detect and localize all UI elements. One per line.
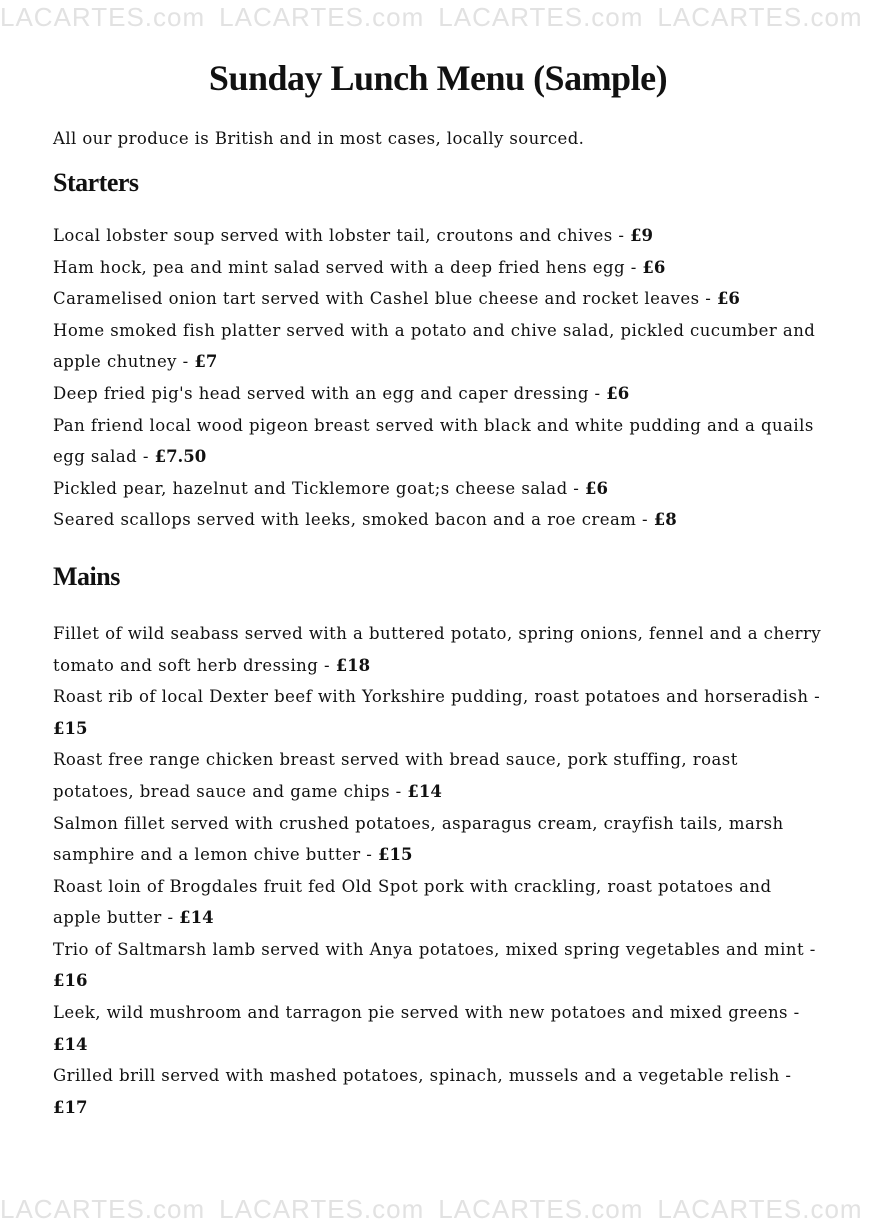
watermark-text: LACARTES.com: [657, 1194, 863, 1224]
menu-item: [53, 681, 823, 744]
mains-list: [53, 618, 823, 1124]
item-description: Leek, wild mushroom and tarragon pie served with new potatoes and mixed greens -: [53, 1003, 800, 1023]
item-price: £6: [585, 478, 608, 498]
watermark-text: LACARTES.com: [0, 1194, 206, 1224]
item-description: Trio of Saltmarsh lamb served with Anya potatoes, mixed spring vegetables and mint -: [53, 939, 816, 959]
menu-page: [53, 52, 823, 1123]
menu-item: [53, 744, 823, 807]
item-price: £7.50: [154, 447, 207, 467]
menu-item: [53, 220, 823, 252]
item-price: £6: [642, 257, 666, 277]
menu-item: [53, 252, 823, 284]
item-description: Pan friend local wood pigeon breast served with black and white pudding and a quails egg salad -: [53, 415, 814, 467]
section-heading-starters: Starters: [53, 168, 139, 197]
item-price: £14: [53, 1034, 88, 1054]
item-description: Caramelised onion tart served with Cashel blue cheese and rocket leaves -: [53, 289, 717, 309]
item-description: Local lobster soup served with lobster tail, croutons and chives -: [53, 226, 631, 245]
item-price: £14: [179, 908, 214, 928]
menu-item: [53, 997, 823, 1060]
item-price: £6: [606, 383, 630, 403]
item-description: Grilled brill served with mashed potatoes, spinach, mussels and a vegetable relish -: [53, 1066, 792, 1086]
item-description: Ham hock, pea and mint salad served with a deep fried hens egg -: [53, 257, 643, 277]
watermark-text: LACARTES.com: [438, 2, 644, 32]
menu-item: [53, 871, 823, 934]
item-price: £15: [378, 845, 413, 865]
item-price: £17: [53, 1097, 88, 1117]
item-price: £7: [194, 352, 218, 372]
watermark-text: LACARTES.com: [219, 1194, 425, 1224]
watermark-text: LACARTES.com: [0, 2, 206, 32]
watermark-text: LACARTES.com: [438, 1194, 644, 1224]
watermark-top: [0, 2, 870, 33]
menu-item: [53, 410, 823, 473]
menu-item: [53, 504, 823, 536]
watermark-text: LACARTES.com: [657, 2, 863, 32]
item-description: Salmon fillet served with crushed potatoes, asparagus cream, crayfish tails, marsh samphire and a lemon chive butter -: [53, 813, 784, 865]
menu-item: [53, 618, 823, 681]
item-price: £9: [630, 226, 654, 245]
item-price: £14: [407, 781, 442, 801]
item-price: £8: [653, 510, 677, 530]
starters-list: [53, 220, 823, 536]
menu-item: [53, 808, 823, 871]
menu-item: [53, 378, 823, 410]
menu-item: [53, 934, 823, 997]
watermark-bottom: [0, 1194, 870, 1225]
item-description: Fillet of wild seabass served with a buttered potato, spring onions, fennel and a cherry tomato and soft herb dressing -: [53, 623, 822, 675]
item-description: Seared scallops served with leeks, smoked bacon and a roe cream -: [53, 510, 654, 530]
item-description: Pickled pear, hazelnut and Ticklemore goat;s cheese salad -: [53, 478, 585, 498]
item-price: £18: [335, 655, 371, 675]
intro-text: All our produce is British and in most cases, locally sourced.: [53, 129, 585, 148]
item-description: Deep fried pig's head served with an egg and caper dressing -: [53, 383, 607, 403]
watermark-text: LACARTES.com: [219, 2, 425, 32]
item-price: £15: [53, 718, 88, 738]
section-heading-mains: Mains: [53, 561, 120, 591]
item-description: Roast free range chicken breast served with bread sauce, pork stuffing, roast potatoes, bread sauce and game chips -: [53, 750, 738, 801]
item-description: Home smoked fish platter served with a potato and chive salad, pickled cucumber and apple chutney -: [53, 320, 816, 372]
page-title: Sunday Lunch Menu (Sample): [208, 58, 668, 98]
item-price: £6: [716, 289, 740, 309]
item-description: Roast loin of Brogdales fruit fed Old Spot pork with crackling, roast potatoes and apple butter -: [53, 876, 772, 928]
menu-item: [53, 1060, 823, 1123]
item-description: Roast rib of local Dexter beef with Yorkshire pudding, roast potatoes and horseradish -: [53, 687, 821, 707]
menu-item: [53, 315, 823, 378]
item-price: £16: [53, 971, 88, 991]
menu-item: [53, 473, 823, 505]
menu-item: [53, 283, 823, 315]
